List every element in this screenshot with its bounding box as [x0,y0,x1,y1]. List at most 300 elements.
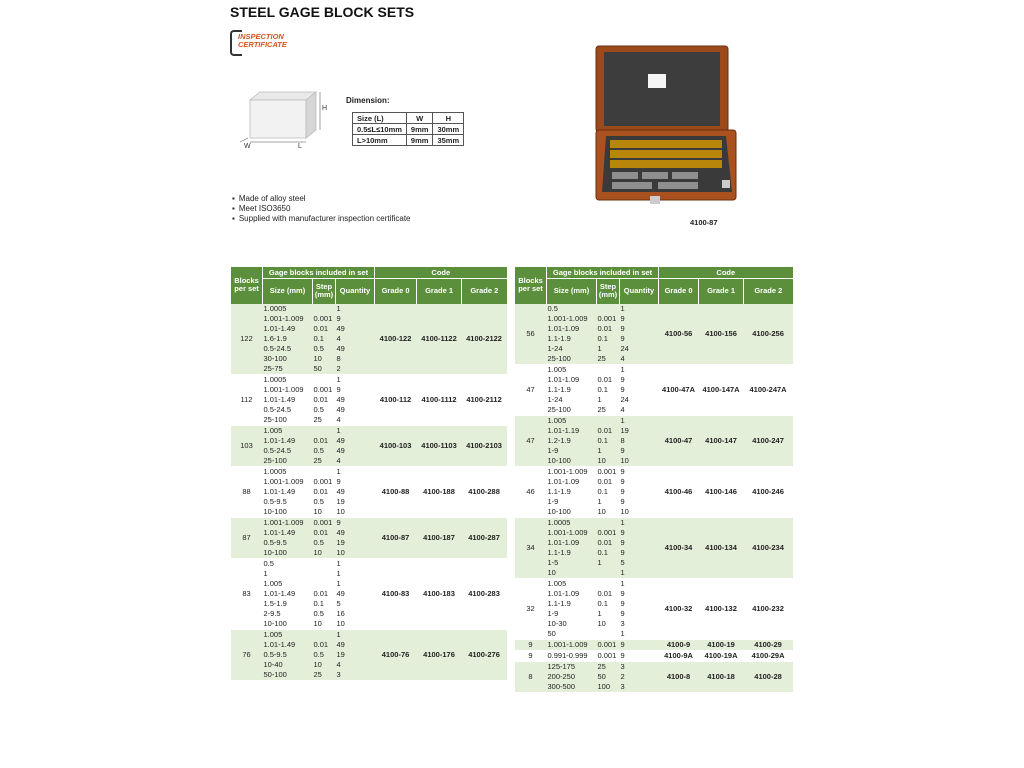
code-grade-0: 4100-83 [375,558,417,629]
size-value: 1.001-1.009 [263,384,304,394]
size-value: 1.01-1.49 [263,527,296,537]
code-grade-1: 4100-147 [699,415,744,466]
step-value: 0.1 [597,598,608,608]
blocks-per-set-cell: 8 [515,661,547,692]
step-value: 0.01 [313,394,329,404]
blocks-per-set-cell: 47 [515,415,547,466]
blocks-per-set-cell: 9 [515,639,547,650]
step-value: 0.01 [313,435,329,445]
step-cell [313,558,336,629]
dim-cell: 35mm [433,135,464,146]
qty-cell [336,517,375,558]
qty-value: 9 [620,333,625,343]
size-cell [263,425,313,466]
qty-value: 9 [620,650,625,660]
size-value: 1.6-1.9 [263,333,287,343]
qty-value: 9 [620,384,625,394]
step-value: 10 [597,506,606,516]
dim-cell: 9mm [406,135,433,146]
step-value: 0.001 [597,313,617,323]
qty-value: 2 [336,363,341,373]
size-value: 25-100 [547,404,571,414]
feature-item: ▪ Supplied with manufacturer inspection certificate [232,214,411,224]
size-value: 1.01-1.49 [263,435,296,445]
qty-value: 3 [620,618,625,628]
code-grade-2: 4100-28 [744,661,793,692]
size-value: 1.1-1.9 [547,333,571,343]
qty-value: 10 [336,506,345,516]
step-cell [597,364,620,415]
qty-value: 4 [336,333,341,343]
size-cell [263,466,313,517]
size-value: 10-100 [547,455,571,465]
code-grade-0: 4100-46 [659,466,699,517]
header-quantity: Quantity [336,279,375,304]
step-value: 0.5 [313,496,324,506]
code-grade-0: 4100-87 [375,517,417,558]
size-value: 1.1-1.9 [547,598,571,608]
size-cell [263,374,313,425]
qty-cell [620,304,659,365]
size-value: 1.01-1.09 [547,323,580,333]
step-value: 0.001 [313,517,333,527]
size-value: 1.005 [547,415,567,425]
code-grade-0: 4100-103 [375,425,417,466]
dim-cell: 9mm [406,124,433,135]
code-grade-1: 4100-187 [417,517,462,558]
step-value [314,569,335,579]
size-value: 0.5-9.5 [263,649,287,659]
step-value: 0.001 [597,527,617,537]
qty-cell [620,364,659,415]
table-row [515,650,793,661]
code-grade-0: 4100-47A [659,364,699,415]
qty-value: 4 [336,659,341,669]
code-grade-2: 4100-29A [744,650,793,661]
size-value: 1-9 [547,496,559,506]
step-value: 25 [597,353,606,363]
qty-value: 9 [336,313,341,323]
step-value: 1 [597,445,602,455]
step-cell [313,425,336,466]
size-cell [547,364,597,415]
size-value: 1.01-1.49 [263,486,296,496]
qty-value: 1 [336,629,341,639]
qty-value: 1 [620,364,625,374]
qty-value: 4 [620,404,625,414]
qty-cell [620,415,659,466]
size-cell [263,517,313,558]
code-grade-2: 4100-234 [744,517,793,578]
badge-text [238,33,287,49]
blocks-per-set-cell: 88 [231,466,263,517]
size-value: 0.991-0.999 [547,650,588,660]
size-value: 1.2-1.9 [547,435,571,445]
step-value: 0.1 [597,384,608,394]
dim-header-w: W [406,113,433,124]
size-value: 1.005 [263,629,283,639]
step-cell [597,650,620,661]
qty-value: 10 [620,455,629,465]
step-value: 0.01 [597,374,613,384]
code-grade-0: 4100-34 [659,517,699,578]
size-value: 1.001-1.009 [263,313,304,323]
header-size: Size (mm) [263,279,313,304]
gage-block-drawing [236,86,332,148]
code-grade-0: 4100-76 [375,629,417,680]
step-value: 0.001 [597,639,617,649]
header-blocks-per-set: Blocks per set [231,267,263,304]
qty-value: 49 [336,639,345,649]
table-row [231,629,507,680]
step-value: 0.1 [597,486,608,496]
step-value: 0.001 [597,650,617,660]
step-value [598,518,619,528]
step-value: 10 [313,618,322,628]
step-value: 0.001 [313,476,333,486]
qty-cell [620,661,659,692]
badge-line-1: INSPECTION [238,32,284,41]
size-value: 1.01-1.49 [263,394,296,404]
size-value: 1.1-1.9 [547,486,571,496]
qty-value: 49 [336,394,345,404]
size-value: 50 [547,628,556,638]
code-grade-2: 4100-256 [744,304,793,365]
size-value: 1.0005 [263,303,287,313]
step-value [598,304,619,314]
qty-value: 9 [620,598,625,608]
table-row [515,661,793,692]
qty-value: 9 [336,517,341,527]
photo-caption: 4100-87 [690,218,718,227]
size-cell [547,639,597,650]
step-cell [597,517,620,578]
step-value: 0.001 [597,466,617,476]
table-row [515,415,793,466]
step-value: 0.5 [313,649,324,659]
step-value: 0.01 [313,527,329,537]
qty-value: 19 [336,649,345,659]
code-grade-1: 4100-1122 [417,304,462,375]
step-cell [313,374,336,425]
size-value: 1.005 [547,364,567,374]
step-value: 0.5 [313,608,324,618]
header-blocks-per-set: Blocks per set [515,267,547,304]
step-cell [597,304,620,365]
qty-value: 49 [336,527,345,537]
qty-value: 3 [620,681,625,691]
size-value: 10-40 [263,659,283,669]
size-value: 1.01-1.19 [547,425,580,435]
step-value: 1 [597,343,602,353]
size-value: 0.5-9.5 [263,537,287,547]
size-value: 1-24 [547,394,563,404]
size-value: 0.5-24.5 [263,445,292,455]
size-cell [547,661,597,692]
step-value [314,426,335,436]
step-value: 0.1 [597,333,608,343]
step-cell [313,517,336,558]
qty-value: 9 [620,374,625,384]
size-cell [547,466,597,517]
code-grade-1: 4100-156 [699,304,744,365]
step-value [314,579,335,589]
step-value [314,375,335,385]
table-row [515,304,793,365]
size-value: 1.0005 [263,374,287,384]
header-size: Size (mm) [547,279,597,304]
qty-value: 9 [620,537,625,547]
size-value: 1.1-1.9 [547,384,571,394]
size-value: 10-30 [547,618,567,628]
qty-value: 8 [620,435,625,445]
size-value: 25-100 [263,414,287,424]
size-value: 1.1-1.9 [547,547,571,557]
qty-value: 1 [336,578,341,588]
code-grade-1: 4100-146 [699,466,744,517]
qty-value: 4 [620,353,625,363]
step-value: 0.001 [313,313,333,323]
feature-list [232,194,411,224]
step-value: 25 [313,455,322,465]
dim-header-h: H [433,113,464,124]
qty-cell [620,466,659,517]
qty-value: 19 [336,496,345,506]
dimension-table [352,112,464,146]
size-value: 0.5 [263,558,274,568]
inspection-certificate-badge [230,30,306,54]
qty-cell [620,650,659,661]
size-value: 200-250 [547,671,576,681]
qty-value: 10 [336,547,345,557]
step-value [598,365,619,375]
code-grade-1: 4100-147A [699,364,744,415]
code-grade-0: 4100-56 [659,304,699,365]
size-value: 0.5-24.5 [263,404,292,414]
qty-cell [620,517,659,578]
step-value: 0.01 [313,323,329,333]
blocks-per-set-cell: 34 [515,517,547,578]
blocks-per-set-cell: 112 [231,374,263,425]
dim-header-size: Size (L) [353,113,407,124]
code-grade-2: 4100-283 [462,558,507,629]
qty-cell [336,629,375,680]
step-value: 0.5 [313,537,324,547]
blocks-per-set-cell: 76 [231,629,263,680]
header-step: Step (mm) [597,279,620,304]
size-value: 1-5 [547,557,559,567]
step-value: 10 [313,353,322,363]
header-grade-1: Grade 1 [699,279,744,304]
step-value [314,467,335,477]
header-step: Step (mm) [313,279,336,304]
qty-value: 4 [336,414,341,424]
size-value: 10-100 [263,506,287,516]
size-value: 1.005 [263,425,283,435]
qty-value: 1 [620,303,625,313]
blocks-per-set-cell: 122 [231,304,263,375]
blocks-per-set-cell: 9 [515,650,547,661]
code-grade-0: 4100-32 [659,578,699,639]
step-value: 1 [597,557,602,567]
size-value: 1.001-1.009 [547,313,588,323]
qty-value: 1 [336,568,341,578]
qty-value: 3 [620,661,625,671]
header-code: Code [659,267,793,279]
feature-item: ▪ Made of alloy steel [232,194,411,204]
header-gage-blocks: Gage blocks included in set [547,267,659,279]
qty-value: 8 [336,353,341,363]
size-value: 1.0005 [547,517,571,527]
step-value: 25 [597,404,606,414]
qty-value: 9 [620,486,625,496]
size-value: 50-100 [263,669,287,679]
blocks-per-set-cell: 83 [231,558,263,629]
step-value: 25 [597,661,606,671]
step-value: 0.01 [597,537,613,547]
size-value: 2-9.5 [263,608,281,618]
step-value: 10 [313,659,322,669]
table-row [515,578,793,639]
blocks-per-set-cell: 47 [515,364,547,415]
qty-value: 1 [336,303,341,313]
header-grade-0: Grade 0 [659,279,699,304]
qty-value: 9 [620,313,625,323]
qty-value: 19 [336,537,345,547]
qty-value: 1 [336,425,341,435]
table-row [231,558,507,629]
qty-value: 9 [620,527,625,537]
qty-value: 9 [620,547,625,557]
step-value: 25 [313,669,322,679]
dimension-label: Dimension: [346,96,390,105]
header-quantity: Quantity [620,279,659,304]
step-cell [313,466,336,517]
qty-value: 1 [620,628,625,638]
qty-value: 9 [336,384,341,394]
size-value: 1.01-1.09 [547,588,580,598]
header-grade-2: Grade 2 [462,279,507,304]
code-grade-2: 4100-276 [462,629,507,680]
size-value: 125-175 [547,661,576,671]
size-value: 1.001-1.009 [263,476,304,486]
code-grade-1: 4100-1112 [417,374,462,425]
qty-cell [336,558,375,629]
step-value: 10 [313,506,322,516]
blocks-per-set-cell: 103 [231,425,263,466]
badge-line-2: CERTIFICATE [238,40,287,49]
blocks-per-set-cell: 56 [515,304,547,365]
size-cell [263,629,313,680]
dim-cell: 0.5≤L≤10mm [353,124,407,135]
size-cell [547,578,597,639]
qty-value: 24 [620,343,629,353]
step-value: 0.01 [597,425,613,435]
qty-value: 10 [620,506,629,516]
step-value: 0.01 [597,588,613,598]
qty-value: 16 [336,608,345,618]
size-value: 10-100 [263,618,287,628]
gage-block-table-left [230,267,507,680]
qty-value: 49 [336,486,345,496]
step-value [314,630,335,640]
code-grade-2: 4100-247 [744,415,793,466]
code-grade-1: 4100-18 [699,661,744,692]
table-row [231,517,507,558]
qty-value: 49 [336,343,345,353]
size-value: 0.5-24.5 [263,343,292,353]
step-value: 10 [597,455,606,465]
qty-value: 9 [620,466,625,476]
size-value: 1.001-1.009 [547,527,588,537]
step-value: 0.5 [313,404,324,414]
size-cell [263,304,313,375]
code-grade-2: 4100-247A [744,364,793,415]
step-value: 0.01 [597,323,613,333]
code-grade-0: 4100-47 [659,415,699,466]
size-value: 1.001-1.009 [547,639,588,649]
code-grade-1: 4100-183 [417,558,462,629]
step-value: 50 [313,363,322,373]
step-value: 100 [597,681,611,691]
size-value: 1.01-1.09 [547,537,580,547]
step-value: 0.001 [313,384,333,394]
size-value: 10-100 [263,547,287,557]
code-grade-2: 4100-287 [462,517,507,558]
size-value: 30-100 [263,353,287,363]
code-grade-2: 4100-232 [744,578,793,639]
step-value: 0.1 [597,547,608,557]
code-grade-2: 4100-2112 [462,374,507,425]
page-title: STEEL GAGE BLOCK SETS [230,4,415,20]
header-code: Code [375,267,507,279]
step-value: 0.1 [313,598,324,608]
qty-value: 9 [620,608,625,618]
size-cell [263,558,313,629]
qty-value: 49 [336,323,345,333]
qty-value: 1 [620,567,625,577]
table-row [515,466,793,517]
size-value: 1.001-1.009 [547,466,588,476]
qty-cell [336,374,375,425]
qty-value: 19 [620,425,629,435]
size-value: 1-9 [547,608,559,618]
step-value [598,568,619,578]
step-value [598,579,619,589]
table-row [231,304,507,375]
size-value: 1.01-1.09 [547,374,580,384]
header-grade-0: Grade 0 [375,279,417,304]
step-cell [597,578,620,639]
step-value: 1 [597,496,602,506]
step-value [598,416,619,426]
code-grade-0: 4100-112 [375,374,417,425]
qty-value: 1 [620,415,625,425]
table-row [515,639,793,650]
code-grade-0: 4100-8 [659,661,699,692]
size-value: 1.0005 [263,466,287,476]
qty-value: 49 [336,588,345,598]
width-label: W [244,143,251,148]
code-grade-2: 4100-29 [744,639,793,650]
qty-cell [336,466,375,517]
step-cell [597,415,620,466]
code-grade-2: 4100-2103 [462,425,507,466]
code-grade-1: 4100-176 [417,629,462,680]
height-label: H [322,105,328,112]
qty-value: 1 [336,374,341,384]
header-grade-1: Grade 1 [417,279,462,304]
